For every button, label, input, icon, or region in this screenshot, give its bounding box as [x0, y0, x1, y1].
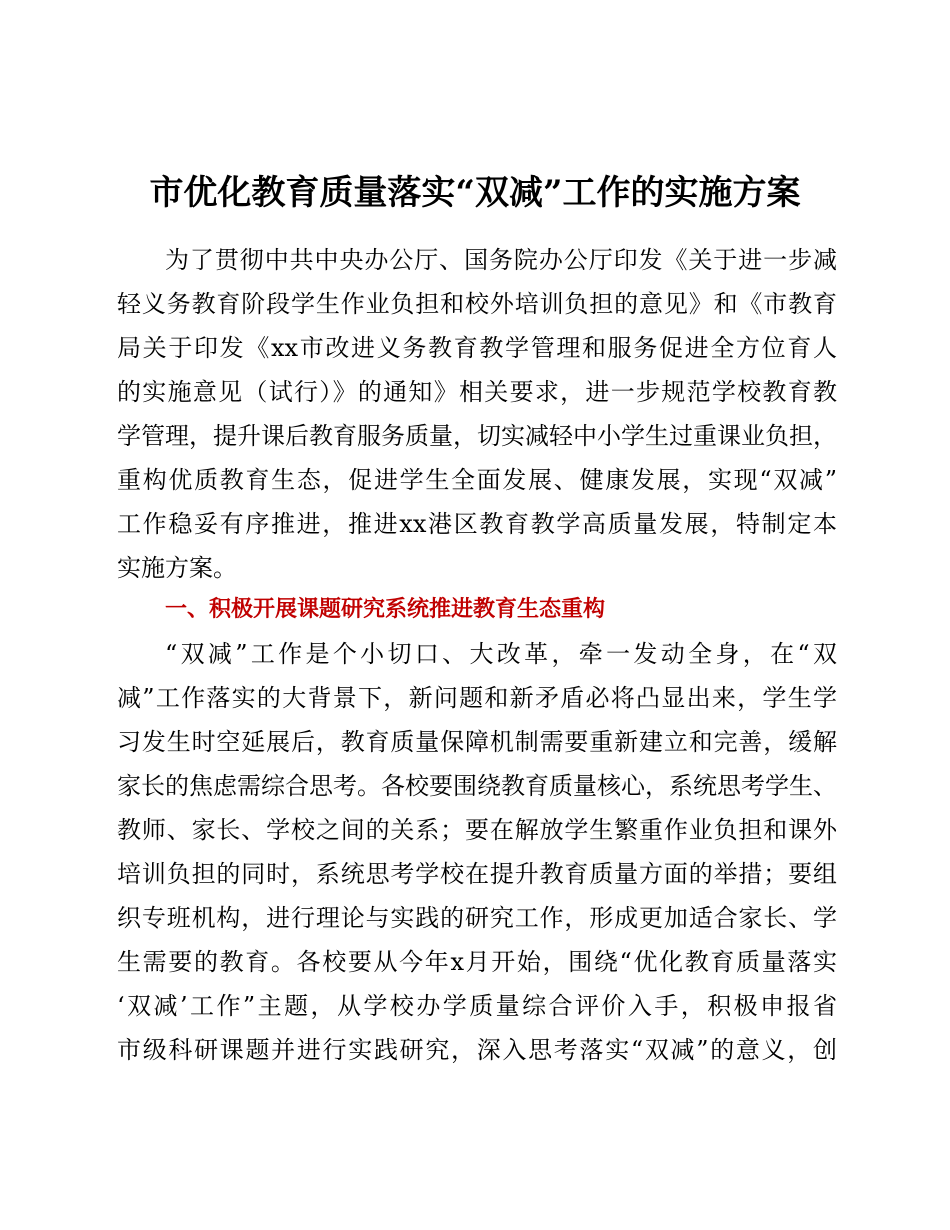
document-title: 市优化教育质量落实“双减”工作的实施方案 — [149, 173, 801, 213]
paragraph-2-line: ‘双减’工作”主题，从学校办学质量综合评价入手，积极申报省 — [117, 992, 837, 1020]
paragraph-2-line: “双减”工作是个小切口、大改革，牵一发动全身，在“双 — [165, 640, 837, 668]
paragraph-1-line: 为了贯彻中共中央办公厅、国务院办公厅印发《关于进一步减 — [165, 246, 837, 274]
paragraph-1-line: 重构优质教育生态，促进学生全面发展、健康发展，实现“双减” — [117, 466, 837, 494]
paragraph-1-line: 的实施意见（试行）》的通知》相关要求，进一步规范学校教育教 — [117, 378, 837, 406]
paragraph-2-line: 培训负担的同时，系统思考学校在提升教育质量方面的举措；要组 — [117, 860, 837, 888]
paragraph-1-line: 轻义务教育阶段学生作业负担和校外培训负担的意见》和《市教育 — [117, 290, 837, 318]
paragraph-1-line: 局关于印发《xx市改进义务教育教学管理和服务促进全方位育人 — [117, 334, 837, 362]
section-1-heading: 一、积极开展课题研究系统推进教育生态重构 — [165, 597, 606, 622]
paragraph-2-line: 习发生时空延展后，教育质量保障机制需要重新建立和完善，缓解 — [117, 728, 837, 756]
paragraph-1-line: 实施方案。 — [117, 554, 237, 582]
paragraph-2-line: 教师、家长、学校之间的关系；要在解放学生繁重作业负担和课外 — [117, 816, 837, 844]
paragraph-1-line: 工作稳妥有序推进，推进xx港区教育教学高质量发展，特制定本 — [117, 510, 837, 538]
paragraph-2-line: 生需要的教育。各校要从今年x月开始，围绕“优化教育质量落实 — [117, 948, 837, 976]
paragraph-2-line: 减”工作落实的大背景下，新问题和新矛盾必将凸显出来，学生学 — [117, 684, 837, 712]
paragraph-2-line: 家长的焦虑需综合思考。各校要围绕教育质量核心，系统思考学生、 — [117, 772, 837, 800]
paragraph-2-line: 织专班机构，进行理论与实践的研究工作，形成更加适合家长、学 — [117, 904, 837, 932]
paragraph-1-line: 学管理，提升课后教育服务质量，切实减轻中小学生过重课业负担， — [117, 422, 837, 450]
paragraph-2-line: 市级科研课题并进行实践研究，深入思考落实“双减”的意义，创 — [117, 1036, 837, 1064]
